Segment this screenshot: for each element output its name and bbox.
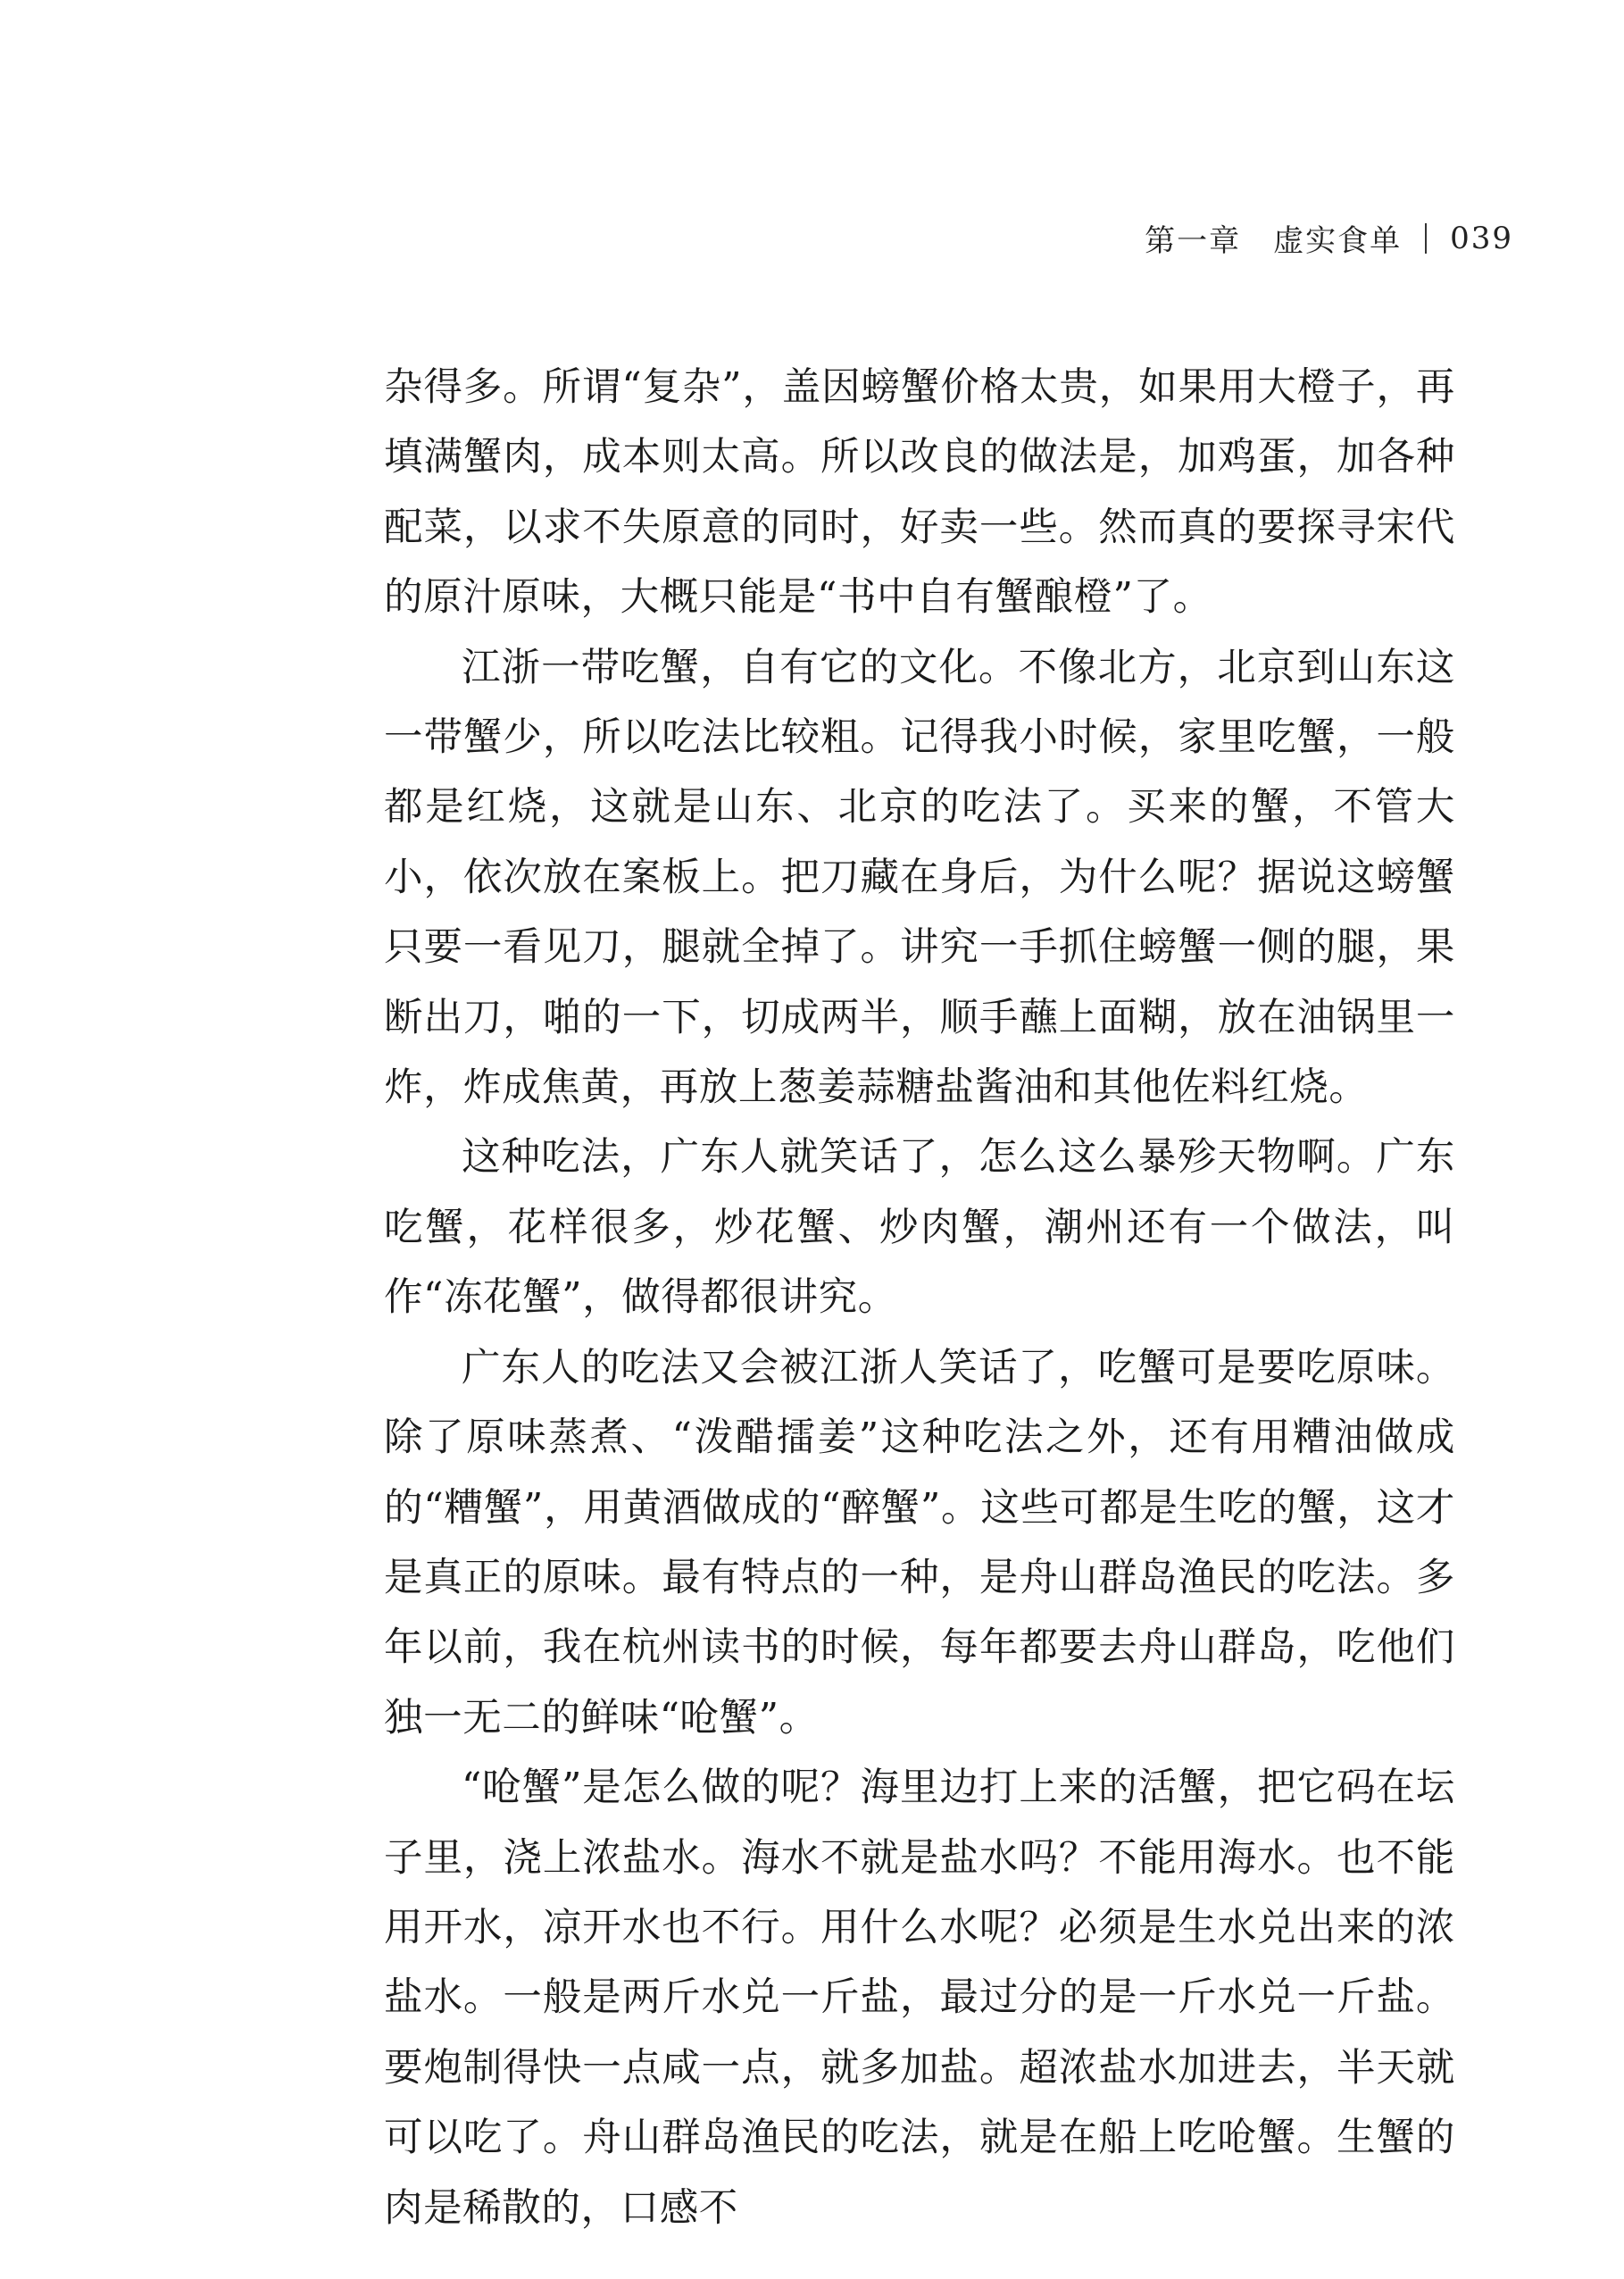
- paragraph: 杂得多。所谓“复杂”，盖因螃蟹价格太贵，如果用大橙子，再填满蟹肉，成本则太高。所以改良的做法是，加鸡蛋，加各种配菜，以求不失原意的同时，好卖一些。然而真的要探寻宋代的原汁原味，大概只能是“书中自有蟹酿橙”了。: [384, 365, 1455, 621]
- header-divider: [1425, 223, 1427, 254]
- paragraph: 广东人的吃法又会被江浙人笑话了，吃蟹可是要吃原味。除了原味蒸煮、“泼醋擂姜”这种吃法之外，还有用糟油做成的“糟蟹”，用黄酒做成的“醉蟹”。这些可都是生吃的蟹，这才是真正的原味。最有特点的一种，是舟山群岛渔民的吃法。多年以前，我在杭州读书的时候，每年都要去舟山群岛，吃他们独一无二的鲜味“呛蟹”。: [384, 1345, 1455, 1741]
- paragraph: 江浙一带吃蟹，自有它的文化。不像北方，北京到山东这一带蟹少，所以吃法比较粗。记得我小时候，家里吃蟹，一般都是红烧，这就是山东、北京的吃法了。买来的蟹，不管大小，依次放在案板上。把刀藏在身后，为什么呢？据说这螃蟹只要一看见刀，腿就全掉了。讲究一手抓住螃蟹一侧的腿，果断出刀，啪的一下，切成两半，顺手蘸上面糊，放在油锅里一炸，炸成焦黄，再放上葱姜蒜糖盐酱油和其他佐料红烧。: [384, 645, 1455, 1111]
- body-text: [384, 353, 1455, 2243]
- page-number: 039: [1450, 220, 1513, 256]
- running-header: [1145, 216, 1513, 260]
- section-title: 虚实食单: [1273, 223, 1403, 259]
- paragraph: 这种吃法，广东人就笑话了，怎么这么暴殄天物啊。广东吃蟹，花样很多，炒花蟹、炒肉蟹，潮州还有一个做法，叫作“冻花蟹”，做得都很讲究。: [384, 1135, 1455, 1321]
- chapter-label: 第一章: [1145, 223, 1242, 259]
- paragraph: “呛蟹”是怎么做的呢？海里边打上来的活蟹，把它码在坛子里，浇上浓盐水。海水不就是盐水吗？不能用海水。也不能用开水，凉开水也不行。用什么水呢？必须是生水兑出来的浓盐水。一般是两斤水兑一斤盐，最过分的是一斤水兑一斤盐。要炮制得快一点咸一点，就多加盐。超浓盐水加进去，半天就可以吃了。舟山群岛渔民的吃法，就是在船上吃呛蟹。生蟹的肉是稀散的，口感不: [384, 1766, 1455, 2231]
